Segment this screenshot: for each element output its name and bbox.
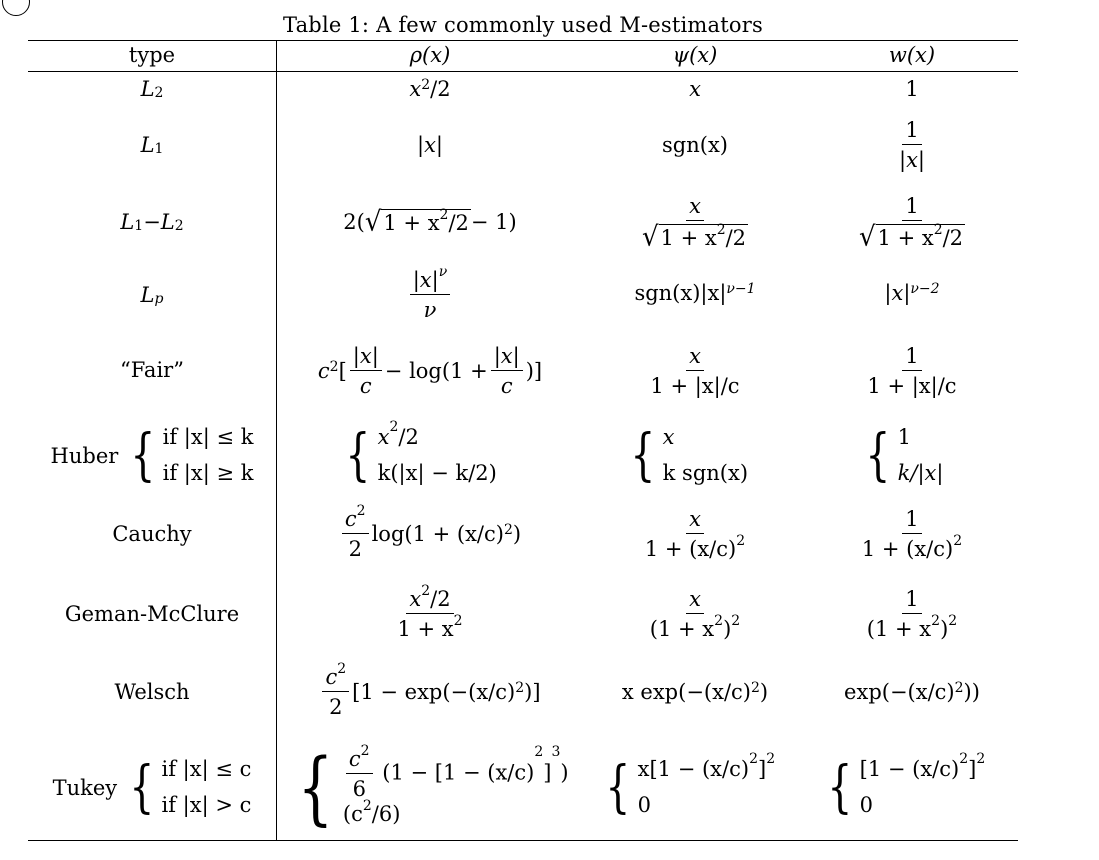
bottom-rule	[28, 840, 1018, 841]
row-l1-psi: sgn(x)	[662, 133, 728, 157]
row-welsch-rho: $\frac{c^2}{2}$ [1 − exp(−(x/c) $^2$ )]	[300, 658, 560, 726]
row-l1l2-rho: 2( √ $1 + x^2/2$ − 1)	[343, 206, 517, 238]
row-cauchy-type: Cauchy	[112, 522, 192, 546]
row-huber-psi: { x k sgn(x)	[630, 423, 749, 488]
row-l2-rho: x $^2$ /2	[409, 77, 451, 101]
row-fair-type: “Fair”	[120, 358, 184, 382]
row-geman-w: $\frac{1}{(1 + x^2)^2}$	[866, 586, 958, 641]
row-huber-rho: { $x^2/2$ k(|x| − k/2)	[345, 419, 497, 488]
row-lp-type: L $_p$	[140, 283, 164, 307]
row-l1-rho: |x|	[417, 133, 443, 157]
row-lp-w: |x| $^{\nu-2}$	[884, 281, 940, 305]
header-w: w(x)	[888, 43, 936, 67]
column-divider	[276, 40, 277, 841]
top-rule	[28, 40, 1018, 41]
row-l1l2-type: L $_1$ − L $_2$	[120, 210, 184, 234]
row-lp-rho: $\frac{|x|^\nu}{\nu}$	[330, 262, 530, 328]
row-l1-w: $\frac{1}{|x|}$	[899, 117, 925, 172]
header-psi: ψ(x)	[672, 43, 718, 67]
row-geman-rho: $\frac{x^2/2}{1 + x^2}$	[397, 582, 463, 641]
row-welsch-w: exp(−(x/c) $^2$ ))	[844, 680, 980, 704]
row-welsch-type: Welsch	[114, 680, 190, 704]
row-fair-w: $\frac{1}{1 + |x|/c}$	[867, 343, 957, 398]
row-geman-psi: $\frac{x}{(1 + x^2)^2}$	[649, 586, 741, 641]
row-l2-type: L $_2$	[140, 77, 164, 101]
row-cauchy-w: $\frac{1}{1 + (x/c)^2}$	[861, 506, 963, 561]
row-cauchy-rho: $\frac{c^2}{2}$ log(1 + (x/c) $^2$ )	[310, 500, 550, 568]
row-tukey-psi: { $x[1 - (x/c)^2]^2$ 0	[605, 751, 776, 820]
row-l1-type: L $_1$	[140, 133, 164, 157]
row-welsch-psi: x exp(−(x/c) $^2$ )	[621, 680, 769, 704]
header-rule	[28, 71, 1018, 72]
row-huber-w: { 1 k/|x|	[865, 423, 944, 488]
row-huber-type: Huber { if |x| ≤ k if |x| ≥ k	[50, 423, 254, 488]
row-fair-rho: c $^2$ [ $\frac{|x|}{c}$ − log(1 + $\frac{|x|}{c}$ )]	[317, 343, 543, 398]
row-cauchy-psi: $\frac{x}{1 + (x/c)^2}$	[644, 506, 746, 561]
row-tukey-rho: { $\frac{c^2}{6}$ $(1 - [1 - (x/c)^2]^3)$ $(c^2/6)$	[297, 740, 569, 834]
row-tukey-type: Tukey { if |x| ≤ c if |x| > c	[52, 755, 252, 820]
header-rho: ρ(x)	[409, 43, 451, 67]
row-l2-w: 1	[905, 77, 919, 101]
row-tukey-w: { $[1 - (x/c)^2]^2$ 0	[827, 751, 986, 820]
row-l1l2-w: 1 √ $1 + x^2/2$	[858, 193, 964, 253]
row-fair-psi: $\frac{x}{1 + |x|/c}$	[650, 343, 740, 398]
row-l1l2-psi: x √ $1 + x^2/2$	[641, 193, 747, 253]
table-caption: Table 1: A few commonly used M-estimators	[283, 13, 763, 37]
row-l2-psi: x	[689, 77, 701, 101]
row-geman-type: Geman-McClure	[64, 602, 240, 626]
row-lp-psi: sgn(x)|x| $^{\nu-1}$	[634, 281, 756, 305]
header-type: type	[128, 43, 176, 67]
